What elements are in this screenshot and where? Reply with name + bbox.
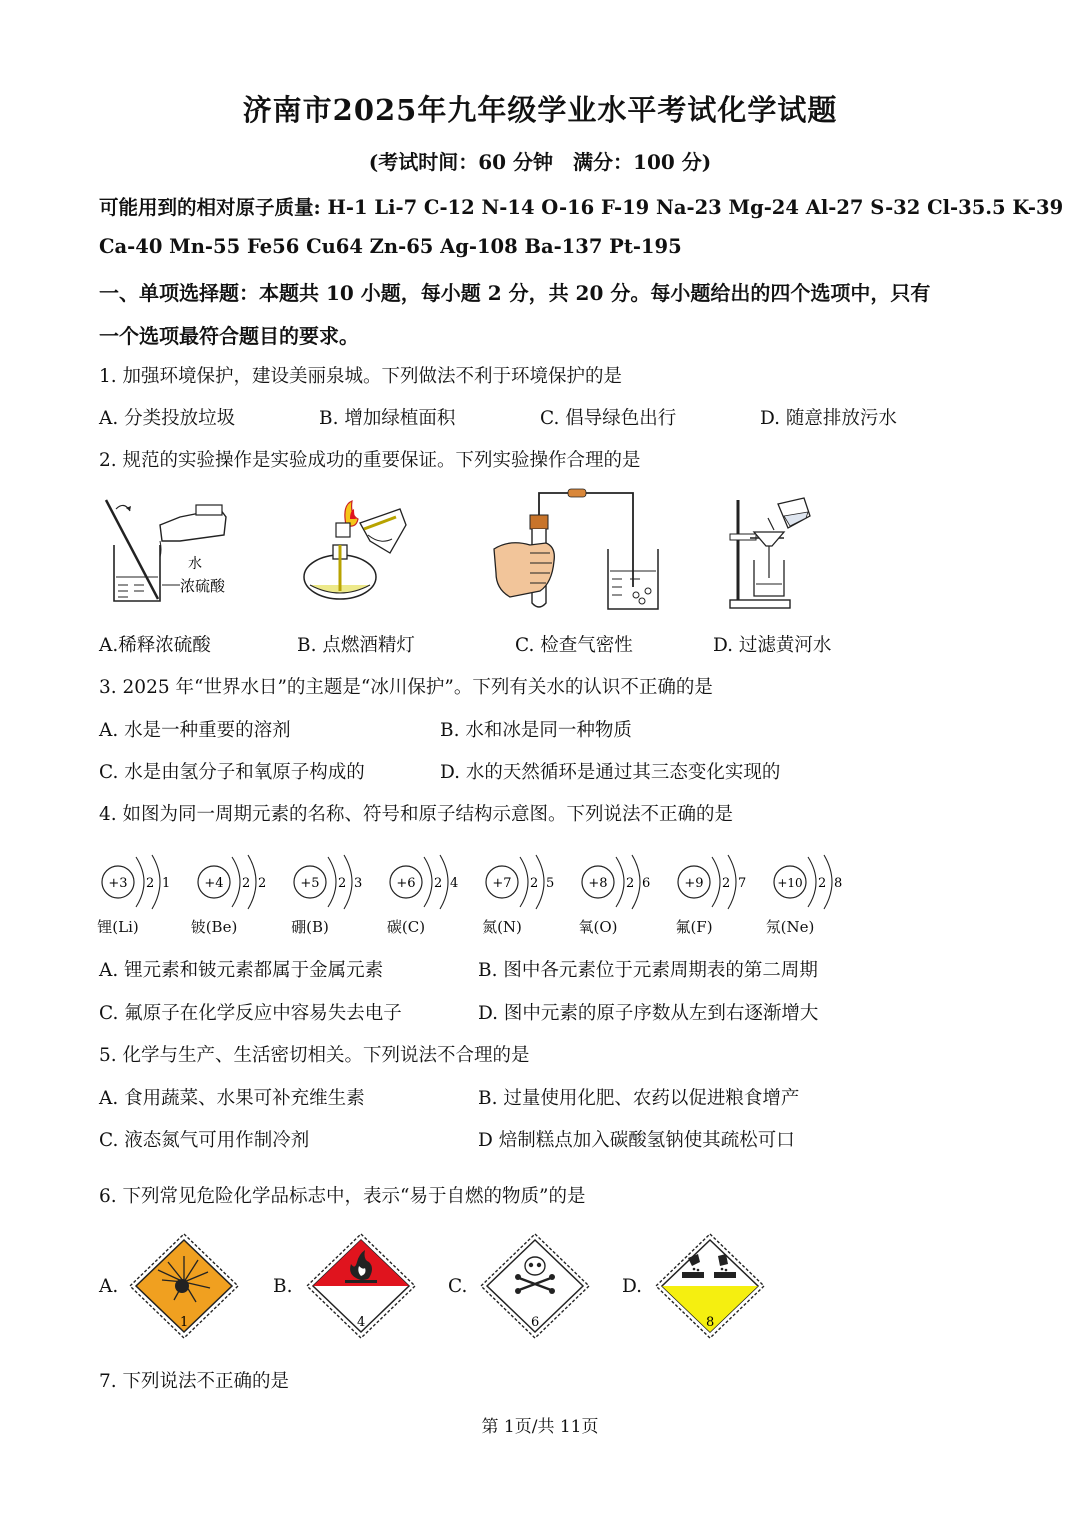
sign-number-6: 6 bbox=[531, 1315, 540, 1330]
atom-diagram bbox=[196, 845, 276, 917]
question-6-stem: 6. 下列常见危险化学品标志中，表示“易于自燃的物质”的是 bbox=[99, 1186, 586, 1207]
flammable-hazard-sign bbox=[305, 1232, 417, 1340]
toxic-hazard-sign bbox=[479, 1232, 591, 1340]
element-name-label: 氮(N) bbox=[482, 918, 522, 936]
question-1-stem: 1. 加强环境保护，建设美丽泉城。下列做法不利于环境保护的是 bbox=[99, 366, 623, 387]
shell-1-electrons: 2 bbox=[338, 876, 347, 891]
atom-diagram bbox=[484, 845, 564, 917]
question-3-option-c: C. 水是由氢分子和氧原子构成的 bbox=[99, 762, 365, 783]
shell-1-electrons: 2 bbox=[818, 876, 827, 891]
shell-2-electrons: 1 bbox=[162, 876, 171, 891]
shell-1-electrons: 2 bbox=[242, 876, 251, 891]
question-3-option-d: D. 水的天然循环是通过其三态变化实现的 bbox=[440, 762, 781, 783]
figure-alcohol-lamp bbox=[300, 495, 415, 610]
section-heading-line-1: 一、单项选择题：本题共 10 小题，每小题 2 分，共 20 分。每小题给出的四个选项中，只有 bbox=[99, 281, 931, 305]
atom-diagram bbox=[388, 845, 468, 917]
question-2-option-a: A.稀释浓硫酸 bbox=[99, 635, 211, 656]
nucleus-charge: +9 bbox=[684, 876, 704, 891]
question-3-stem: 3. 2025 年“世界水日”的主题是“冰川保护”。下列有关水的认识不正确的是 bbox=[99, 677, 713, 698]
question-4-option-a: A. 锂元素和铍元素都属于金属元素 bbox=[99, 960, 384, 981]
question-6-letter-a: A. bbox=[99, 1276, 119, 1297]
shell-2-electrons: 4 bbox=[450, 876, 459, 891]
question-5-stem: 5. 化学与生产、生活密切相关。下列说法不合理的是 bbox=[99, 1045, 530, 1066]
shell-1-electrons: 2 bbox=[626, 876, 635, 891]
electron-shell bbox=[808, 857, 816, 907]
sign-number-8: 8 bbox=[706, 1315, 715, 1330]
electron-shell bbox=[712, 857, 720, 907]
electron-shell bbox=[136, 857, 144, 907]
question-2-option-d: D. 过滤黄河水 bbox=[713, 635, 832, 656]
element-name-label: 氖(Ne) bbox=[765, 918, 815, 936]
element-name-label: 铍(Be) bbox=[190, 918, 238, 936]
sign-number-4: 4 bbox=[357, 1315, 366, 1330]
question-2-option-b: B. 点燃酒精灯 bbox=[297, 635, 415, 656]
question-5-option-b: B. 过量使用化肥、农药以促进粮食增产 bbox=[478, 1088, 800, 1109]
atom-diagram bbox=[100, 845, 180, 917]
question-6-letter-b: B. bbox=[273, 1276, 293, 1297]
atom-diagram bbox=[676, 845, 756, 917]
shell-1-electrons: 2 bbox=[434, 876, 443, 891]
shell-2-electrons: 8 bbox=[834, 876, 843, 891]
figure-dilute-acid bbox=[100, 495, 235, 610]
question-1-option-d: D. 随意排放污水 bbox=[760, 408, 897, 429]
question-4-option-b: B. 图中各元素位于元素周期表的第二周期 bbox=[478, 960, 818, 981]
electron-shell bbox=[232, 857, 240, 907]
question-2-option-c: C. 检查气密性 bbox=[515, 635, 633, 656]
nucleus-charge: +7 bbox=[492, 876, 512, 891]
atomic-mass-line-1: 可能用到的相对原子质量: H-1 Li-7 C-12 N-14 O-16 F-19 Na-23 Mg-24 Al-27 S-32 Cl-35.5 K-39 bbox=[99, 196, 1064, 219]
question-3-option-b: B. 水和冰是同一种物质 bbox=[440, 720, 632, 741]
figure-air-tightness bbox=[490, 487, 665, 612]
atom-diagram bbox=[292, 845, 372, 917]
shell-2-electrons: 2 bbox=[258, 876, 267, 891]
element-name-label: 氧(O) bbox=[578, 918, 618, 936]
electron-shell bbox=[520, 857, 528, 907]
page-title: 济南市2025年九年级学业水平考试化学试题 bbox=[242, 93, 838, 127]
figure-filtration bbox=[726, 488, 816, 613]
explosive-hazard-sign bbox=[128, 1232, 240, 1340]
page-number: 第 1页/共 11页 bbox=[481, 1417, 599, 1437]
nucleus-charge: +3 bbox=[108, 876, 128, 891]
question-1-option-a: A. 分类投放垃圾 bbox=[99, 408, 236, 429]
question-4-stem: 4. 如图为同一周期元素的名称、符号和原子结构示意图。下列说法不正确的是 bbox=[99, 804, 734, 825]
shell-1-electrons: 2 bbox=[146, 876, 155, 891]
shell-2-electrons: 3 bbox=[354, 876, 363, 891]
sign-number-1: 1 bbox=[180, 1315, 189, 1330]
question-3-option-a: A. 水是一种重要的溶剂 bbox=[99, 720, 291, 741]
question-5-option-c: C. 液态氮气可用作制冷剂 bbox=[99, 1130, 310, 1151]
question-1-option-b: B. 增加绿植面积 bbox=[319, 408, 456, 429]
nucleus-charge: +10 bbox=[777, 876, 803, 890]
shell-2-electrons: 5 bbox=[546, 876, 555, 891]
element-name-label: 氟(F) bbox=[675, 918, 713, 936]
element-name-label: 锂(Li) bbox=[97, 918, 139, 936]
question-4-option-c: C. 氟原子在化学反应中容易失去电子 bbox=[99, 1003, 402, 1024]
corrosive-hazard-sign bbox=[654, 1232, 766, 1340]
element-name-label: 碳(C) bbox=[386, 918, 426, 936]
shell-1-electrons: 2 bbox=[722, 876, 731, 891]
electron-shell bbox=[616, 857, 624, 907]
nucleus-charge: +4 bbox=[204, 876, 224, 891]
question-5-option-d: D 焙制糕点加入碳酸氢钠使其疏松可口 bbox=[478, 1130, 795, 1151]
shell-2-electrons: 7 bbox=[738, 876, 747, 891]
question-6-letter-d: D. bbox=[622, 1276, 643, 1297]
question-2-stem: 2. 规范的实验操作是实验成功的重要保证。下列实验操作合理的是 bbox=[99, 450, 641, 471]
electron-shell bbox=[424, 857, 432, 907]
question-4-option-d: D. 图中元素的原子序数从左到右逐渐增大 bbox=[478, 1003, 819, 1024]
electron-shell bbox=[328, 857, 336, 907]
shell-2-electrons: 6 bbox=[642, 876, 651, 891]
question-6-letter-c: C. bbox=[448, 1276, 468, 1297]
exam-info: (考试时间：60 分钟 满分：100 分) bbox=[368, 150, 712, 174]
element-name-label: 硼(B) bbox=[291, 918, 329, 936]
shell-1-electrons: 2 bbox=[530, 876, 539, 891]
question-7-stem: 7. 下列说法不正确的是 bbox=[99, 1371, 290, 1392]
nucleus-charge: +6 bbox=[396, 876, 416, 891]
section-heading-line-2: 一个选项最符合题目的要求。 bbox=[99, 324, 359, 348]
atomic-mass-line-2: Ca-40 Mn-55 Fe56 Cu64 Zn-65 Ag-108 Ba-137 Pt-195 bbox=[99, 235, 682, 258]
nucleus-charge: +5 bbox=[300, 876, 320, 891]
atom-diagram bbox=[772, 845, 852, 917]
question-5-option-a: A. 食用蔬菜、水果可补充维生素 bbox=[99, 1088, 365, 1109]
nucleus-charge: +8 bbox=[588, 876, 608, 891]
question-1-option-c: C. 倡导绿色出行 bbox=[540, 408, 677, 429]
atom-diagram bbox=[580, 845, 660, 917]
label-water: 水 bbox=[188, 556, 202, 572]
label-conc-acid: 浓硫酸 bbox=[180, 577, 226, 595]
